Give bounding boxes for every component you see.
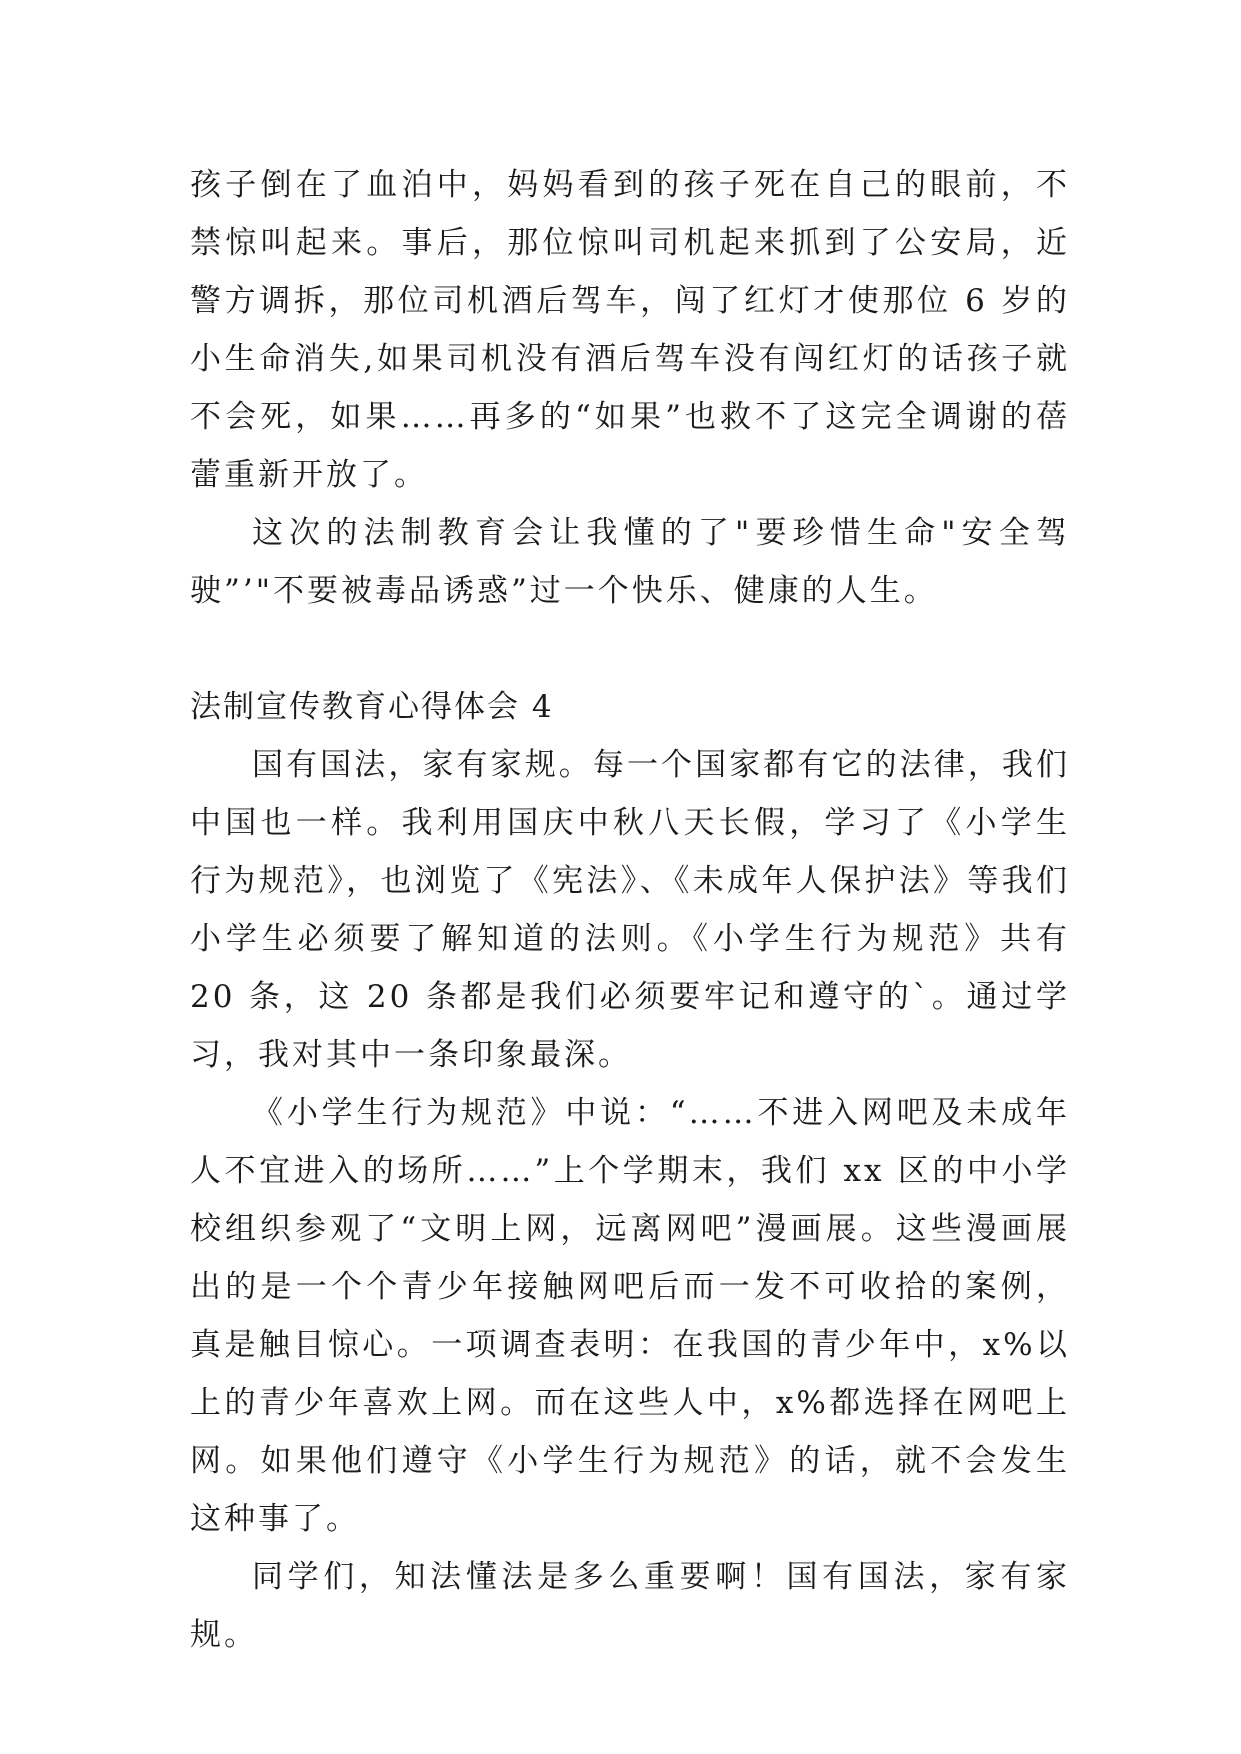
section-title: 法制宣传教育心得体会 4 — [190, 689, 554, 725]
paragraph-national-law: 国有国法，家有家规。每一个国家都有它的法律，我们中国也一样。我利用国庆中秋八天长假，学习了《小学生行为规范》，也浏览了《宪法》、《未成年人保护法》等我们小学生必须要了解知道的法则。《小学生行为规范》共有 20 条，这 20 条都是我们必须要牢记和遵守的`。通过学习，我对其中一条印象最深。 — [190, 747, 1070, 1073]
paragraph-internet-cafe: 《小学生行为规范》中说：“……不进入网吧及未成年人不宜进入的场所……”上个学期末，我们 xx 区的中小学校组织参观了“文明上网，远离网吧”漫画展。这些漫画展出的是一个个青少年接触网吧后而一发不可收拾的案例，真是触目惊心。一项调查表明：在我国的青少年中，x%以上的青少年喜欢上网。而在这些人中，x%都选择在网吧上网。如果他们遵守《小学生行为规范》的话，就不会发生这种事了。 — [190, 1095, 1070, 1537]
paragraph-accident-story: 孩子倒在了血泊中，妈妈看到的孩子死在自己的眼前，不禁惊叫起来。事后，那位惊叫司机起来抓到了公安局，近警方调拆，那位司机酒后驾车，闯了红灯才使那位 6 岁的小生命消失,如果司机没有酒后驾车没有闯红灯的话孩子就不会死，如果……再多的“如果”也救不了这完全调谢的蓓蕾重新开放了。 — [190, 167, 1070, 493]
paragraph-lesson-learned: 这次的法制教育会让我懂的了"要珍惜生命"安全驾驶”’"不要被毒品诱惑”过一个快乐、健康的人生。 — [190, 515, 1070, 609]
paragraph-conclusion: 同学们，知法懂法是多么重要啊！国有国法，家有家规。 — [190, 1559, 1070, 1653]
document-body — [190, 156, 1070, 1664]
